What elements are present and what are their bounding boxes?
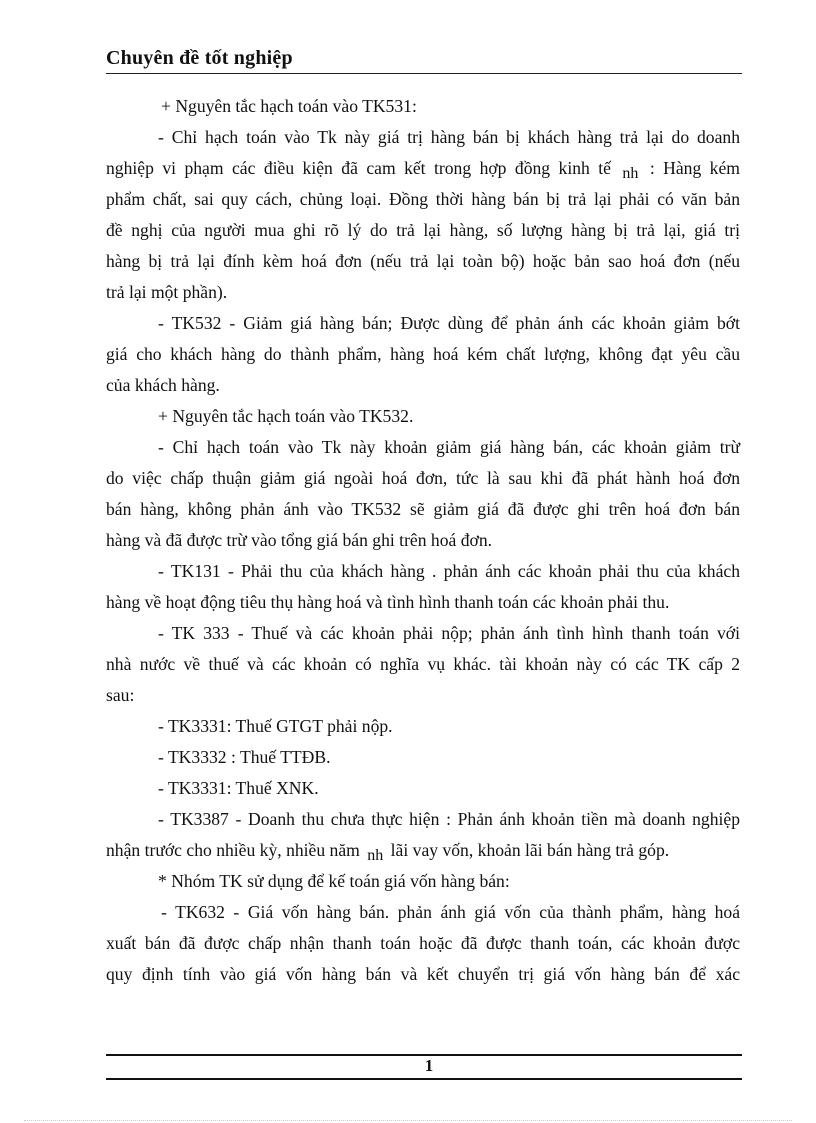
- paragraph-line: nhà nước về thuế và các khoản có nghĩa vụ khác. tài khoản này có các TK cấp 2: [106, 654, 740, 674]
- paragraph-line: [106, 835, 740, 866]
- paragraph-line: của khách hàng.: [106, 375, 220, 395]
- account-item-tk3331-xnk: - TK3331: Thuế XNK.: [158, 778, 319, 798]
- paragraph-line: - TK532 - Giảm giá hàng bán; Được dùng để phản ánh các khoản giảm bớt: [158, 313, 740, 333]
- paragraph-line: xuất bán đã được chấp nhận thanh toán hoặc đã được thanh toán, các khoản được: [106, 933, 740, 953]
- account-item-tk3331: - TK3331: Thuế GTGT phải nộp.: [158, 716, 393, 736]
- page-number: 1: [424, 1056, 434, 1075]
- text-segment: lãi vay vốn, khoản lãi bán hàng trả góp.: [390, 840, 670, 860]
- paragraph-line: phẩm chất, sai quy cách, chủng loại. Đồng thời hàng bán bị trả lại phải có văn bản: [106, 189, 740, 209]
- paragraph-line: hàng về hoạt động tiêu thụ hàng hoá và tình hình thanh toán các khoản phải thu.: [106, 592, 670, 612]
- paragraph-line: - TK632 - Giá vốn hàng bán. phản ánh giá vốn của thành phẩm, hàng hoá: [161, 902, 740, 922]
- paragraph-line: sau:: [106, 685, 135, 705]
- account-item-tk3332: - TK3332 : Thuế TTĐB.: [158, 747, 331, 767]
- paragraph-line: đề nghị của người mua ghi rõ lý do trả lại hàng, số lượng hàng bị trả lại, giá trị: [106, 220, 740, 240]
- paragraph-line: - TK3387 - Doanh thu chưa thực hiện : Phản ánh khoản tiền mà doanh nghiệp: [158, 809, 740, 829]
- text-segment: nghiệp vi phạm các điều kiện đã cam kết trong hợp đồng kinh tế: [106, 158, 611, 178]
- header-title: Chuyên đề tốt nghiệp: [106, 47, 293, 69]
- text-segment: : Hàng kém: [649, 158, 740, 178]
- paragraph-line: trả lại một phần).: [106, 282, 228, 302]
- paragraph-line: hàng bị trả lại đính kèm hoá đơn (nếu trả lại toàn bộ) hoặc bản sao hoá đơn (nếu: [106, 251, 740, 271]
- paragraph-line: quy định tính vào giá vốn hàng bán và kết chuyển trị giá vốn hàng bán để xác: [106, 964, 740, 984]
- subscript-note: nh: [367, 847, 384, 864]
- subscript-note: nh: [622, 165, 639, 182]
- paragraph-line: - TK131 - Phải thu của khách hàng . phản ánh các khoản phải thu của khách: [158, 561, 740, 581]
- paragraph-line: [106, 153, 740, 184]
- paragraph-line: - TK 333 - Thuế và các khoản phải nộp; phản ánh tình hình thanh toán với: [158, 623, 740, 643]
- principle-tk532-heading: + Nguyên tắc hạch toán vào TK532.: [158, 406, 414, 426]
- paragraph-line: do việc chấp thuận giảm giá ngoài hoá đơn, tức là sau khi đã phát hành hoá đơn: [106, 468, 740, 488]
- paragraph-line: bán hàng, không phản ánh vào TK532 sẽ giảm giá đã được ghi trên hoá đơn bán: [106, 499, 740, 519]
- page-edge-divider: [24, 1120, 792, 1121]
- text-segment: nhận trước cho nhiều kỳ, nhiều năm: [106, 840, 360, 860]
- footer-divider-bottom: [106, 1078, 742, 1080]
- paragraph-line: - Chỉ hạch toán vào Tk này khoản giảm giá hàng bán, các khoản giảm trừ: [158, 437, 740, 457]
- paragraph-line: - Chỉ hạch toán vào Tk này giá trị hàng bán bị khách hàng trả lại do doanh: [158, 127, 740, 147]
- paragraph-line: hàng và đã được trừ vào tổng giá bán ghi trên hoá đơn.: [106, 530, 493, 550]
- cost-group-heading: * Nhóm TK sử dụng để kế toán giá vốn hàng bán:: [158, 871, 510, 891]
- header-divider: [106, 73, 742, 74]
- paragraph-line: giá cho khách hàng do thành phẩm, hàng hoá kém chất lượng, không đạt yêu cầu: [106, 344, 740, 364]
- principle-tk531-heading: + Nguyên tắc hạch toán vào TK531:: [161, 96, 417, 116]
- document-body: [106, 91, 740, 990]
